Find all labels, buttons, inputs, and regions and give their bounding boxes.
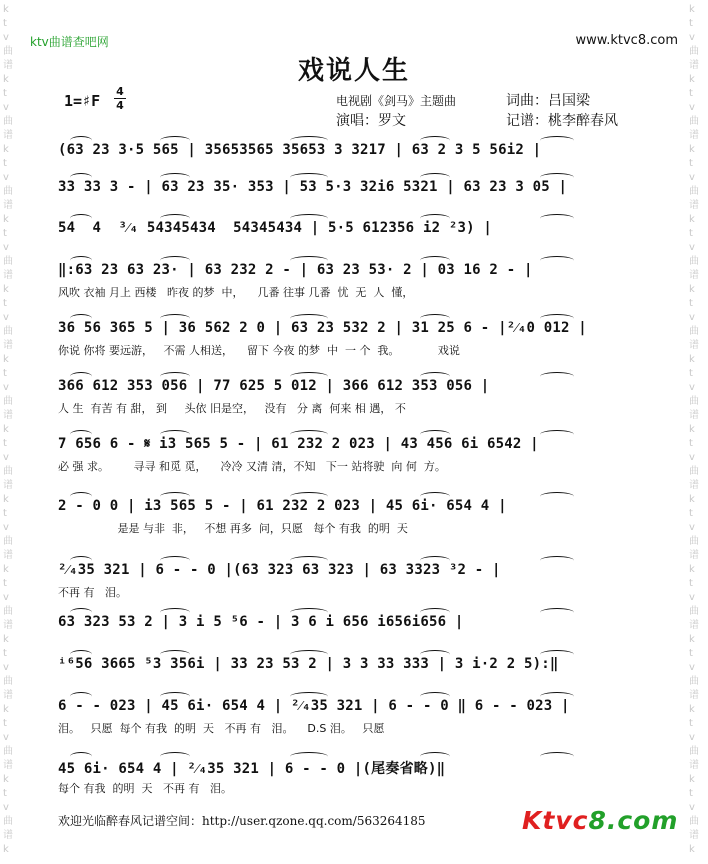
slur-mark [160, 214, 190, 223]
watermark-glyph: t [3, 508, 7, 519]
slur-mark [70, 752, 92, 761]
watermark-glyph: k [689, 424, 695, 435]
watermark-glyph: t [689, 368, 693, 379]
slur-mark [160, 136, 190, 145]
slur-mark [70, 372, 92, 381]
watermark-glyph: k [3, 214, 9, 225]
slur-mark [290, 556, 328, 565]
slur-mark [540, 556, 574, 565]
slur-mark [420, 136, 450, 145]
watermark-glyph: 曲 [689, 116, 699, 127]
watermark-glyph: v [3, 452, 9, 463]
watermark-glyph: 谱 [3, 130, 13, 141]
watermark-glyph: k [3, 634, 9, 645]
notation-line: 6 - - 023 | 45 6i· 654 4 | ²⁄₄35 321 | 6 - - 0 ‖ 6 - - 023 | [58, 698, 570, 714]
left-watermark-strip [0, 0, 22, 864]
slur-mark [540, 372, 574, 381]
watermark-glyph: 曲 [3, 676, 13, 687]
watermark-glyph: k [689, 634, 695, 645]
site-name-left: ktv曲谱查吧网 [30, 35, 109, 49]
slur-mark [540, 492, 574, 501]
watermark-glyph: k [689, 144, 695, 155]
watermark-glyph: k [3, 354, 9, 365]
notation-line: ²⁄₄35 321 | 6 - - 0 |(63 323 63 323 | 63 3323 ³2 - | [58, 562, 501, 578]
watermark-glyph: t [3, 228, 7, 239]
watermark-glyph: t [3, 298, 7, 309]
slur-mark [160, 492, 190, 501]
slur-mark [290, 492, 328, 501]
slur-mark [160, 430, 190, 439]
watermark-glyph: t [689, 718, 693, 729]
watermark-glyph: k [689, 704, 695, 715]
watermark-glyph: 谱 [689, 130, 699, 141]
watermark-glyph: 曲 [3, 396, 13, 407]
slur-mark [420, 430, 450, 439]
watermark-glyph: 曲 [689, 466, 699, 477]
lyric-line: 你说 你将 要远游， 不需 人相送， 留下 今夜 的梦 中 一 个 我。 戏说 [58, 344, 460, 357]
time-signature-top: 4 [116, 85, 124, 98]
watermark-glyph: t [3, 648, 7, 659]
notation-line: 366 612 353 056 | 77 625 5 012 | 366 612 353 056 | [58, 378, 490, 394]
watermark-glyph: 谱 [689, 830, 699, 841]
subtitle: 电视剧《剑马》主题曲 [336, 94, 457, 108]
watermark-glyph: v [689, 452, 695, 463]
watermark-glyph: v [689, 522, 695, 533]
watermark-glyph: 谱 [3, 410, 13, 421]
slur-mark [160, 608, 190, 617]
watermark-glyph: t [3, 438, 7, 449]
watermark-glyph: 曲 [3, 256, 13, 267]
ktvc8-logo [522, 806, 678, 835]
slur-mark [420, 173, 450, 182]
slur-mark [290, 692, 328, 701]
watermark-glyph: 曲 [689, 186, 699, 197]
watermark-glyph: 谱 [3, 690, 13, 701]
slur-mark [160, 650, 190, 659]
slur-mark [70, 173, 92, 182]
watermark-glyph: k [689, 564, 695, 575]
slur-mark [70, 608, 92, 617]
watermark-glyph: 曲 [3, 46, 13, 57]
watermark-glyph: k [689, 284, 695, 295]
watermark-glyph: 谱 [3, 760, 13, 771]
watermark-glyph: t [689, 158, 693, 169]
slur-mark [160, 556, 190, 565]
watermark-glyph: k [3, 564, 9, 575]
slur-mark [290, 752, 328, 761]
watermark-glyph: k [3, 424, 9, 435]
watermark-glyph: 谱 [3, 270, 13, 281]
slur-mark [290, 314, 328, 323]
lyricist-credit: 词曲：吕国梁 [506, 93, 590, 109]
notation-line: 36 56 365 5 | 36 562 2 0 | 63 23 532 2 | 31 25 6 - |²⁄₄0 012 | [58, 320, 587, 336]
slur-mark [420, 492, 450, 501]
watermark-glyph: 曲 [3, 326, 13, 337]
slur-mark [70, 492, 92, 501]
slur-mark [420, 256, 450, 265]
slur-mark [290, 430, 328, 439]
watermark-glyph: 谱 [3, 200, 13, 211]
slur-mark [70, 650, 92, 659]
watermark-glyph: t [3, 88, 7, 99]
slur-mark [420, 314, 450, 323]
watermark-glyph: v [3, 32, 9, 43]
transcriber-credit: 记谱：桃李醉春风 [506, 113, 618, 129]
slur-mark [290, 136, 328, 145]
watermark-glyph: v [689, 312, 695, 323]
slur-mark [290, 372, 328, 381]
slur-mark [70, 556, 92, 565]
watermark-glyph: 曲 [689, 326, 699, 337]
slur-mark [540, 430, 574, 439]
watermark-glyph: t [3, 578, 7, 589]
watermark-glyph: t [3, 718, 7, 729]
logo-part-2: 8.com [588, 806, 679, 835]
watermark-glyph: v [3, 802, 9, 813]
slur-mark [70, 430, 92, 439]
watermark-glyph: 谱 [689, 270, 699, 281]
watermark-glyph: v [3, 592, 9, 603]
watermark-glyph: 曲 [3, 116, 13, 127]
watermark-glyph: t [689, 788, 693, 799]
watermark-glyph: 谱 [689, 60, 699, 71]
right-watermark-strip [686, 0, 708, 864]
watermark-glyph: 谱 [689, 340, 699, 351]
site-url-right: www.ktvc8.com [575, 33, 678, 48]
watermark-glyph: t [689, 18, 693, 29]
watermark-glyph: 曲 [689, 816, 699, 827]
slur-mark [160, 752, 190, 761]
slur-mark [540, 214, 574, 223]
lyric-line: 人 生 有苦 有 甜， 到 头依 旧是空， 没有 分 离 何来 相 遇， 不 [58, 402, 406, 415]
slur-mark [540, 256, 574, 265]
slur-mark [160, 256, 190, 265]
watermark-glyph: 曲 [689, 396, 699, 407]
watermark-glyph: k [3, 774, 9, 785]
watermark-glyph: 谱 [689, 410, 699, 421]
watermark-glyph: 曲 [3, 606, 13, 617]
watermark-glyph: v [689, 32, 695, 43]
lyric-line: 泪。 只愿 每个 有我 的明 天 不再 有 泪。 D.S 泪。 只愿 [58, 722, 385, 735]
watermark-glyph: 谱 [3, 620, 13, 631]
footer-note: 欢迎光临醉春风记谱空间：http://user.qzone.qq.com/563264185 [58, 814, 426, 828]
watermark-glyph: v [689, 592, 695, 603]
lyric-line: 不再 有 泪。 [58, 586, 127, 599]
watermark-glyph: 曲 [689, 746, 699, 757]
slur-mark [70, 692, 92, 701]
lyric-line: 每个 有我 的明 天 不再 有 泪。 [58, 782, 232, 795]
slur-mark [290, 650, 328, 659]
lyric-line: 必 强 求。 寻寻 和觅 觅， 冷冷 又清 清，不知 下一 站将驶 向 何 方。 [58, 460, 446, 473]
watermark-glyph: 谱 [689, 760, 699, 771]
watermark-glyph: 谱 [3, 480, 13, 491]
watermark-glyph: v [3, 662, 9, 673]
slur-mark [540, 314, 574, 323]
watermark-glyph: t [689, 438, 693, 449]
slur-mark [420, 214, 450, 223]
watermark-glyph: v [689, 732, 695, 743]
notation-line: 45 6i· 654 4 | ²⁄₄35 321 | 6 - - 0 |(尾奏省略)‖ [58, 761, 446, 777]
watermark-glyph: k [3, 844, 9, 855]
watermark-glyph: v [3, 102, 9, 113]
watermark-glyph: 谱 [689, 620, 699, 631]
slur-mark [540, 608, 574, 617]
watermark-glyph: v [3, 732, 9, 743]
slur-mark [290, 608, 328, 617]
watermark-glyph: v [689, 172, 695, 183]
slur-mark [540, 752, 574, 761]
watermark-glyph: k [689, 774, 695, 785]
watermark-glyph: 曲 [689, 676, 699, 687]
watermark-glyph: v [3, 312, 9, 323]
watermark-glyph: k [3, 4, 9, 15]
notation-line: ‖:63 23 63 23· | 63 232 2 - | 63 23 53· 2 | 03 16 2 - | [58, 262, 533, 278]
notation-line: (63 23 3·5 565 | 35653565 35653 3 3217 | 63 2 3 5 56i2 | [58, 142, 542, 158]
slur-mark [290, 173, 328, 182]
slur-mark [420, 692, 450, 701]
watermark-glyph: v [3, 172, 9, 183]
watermark-glyph: t [689, 88, 693, 99]
watermark-glyph: k [689, 844, 695, 855]
slur-mark [70, 136, 92, 145]
slur-mark [160, 314, 190, 323]
slur-mark [540, 692, 574, 701]
notation-line: 7 656 6 - 𝄋 i3 565 5 - | 61 232 2 023 | 43 456 6i 6542 | [58, 436, 539, 452]
watermark-glyph: k [689, 214, 695, 225]
slur-mark [540, 173, 574, 182]
watermark-glyph: 曲 [3, 186, 13, 197]
watermark-glyph: 曲 [689, 606, 699, 617]
watermark-glyph: k [3, 284, 9, 295]
slur-mark [420, 608, 450, 617]
slur-mark [540, 136, 574, 145]
watermark-glyph: k [689, 494, 695, 505]
slur-mark [420, 752, 450, 761]
slur-mark [70, 314, 92, 323]
watermark-glyph: 曲 [3, 816, 13, 827]
slur-mark [420, 556, 450, 565]
time-signature-bottom: 4 [116, 99, 124, 112]
watermark-glyph: v [689, 102, 695, 113]
song-title: 戏说人生 [297, 56, 410, 86]
watermark-glyph: t [689, 508, 693, 519]
watermark-glyph: v [689, 662, 695, 673]
watermark-glyph: k [689, 74, 695, 85]
watermark-glyph: k [689, 354, 695, 365]
lyric-line: 风吹 衣袖 月上 西楼 昨夜 的梦 中， 几番 往事 几番 忧 无 人 懂， [58, 286, 414, 299]
watermark-glyph: t [689, 298, 693, 309]
watermark-glyph: 曲 [3, 536, 13, 547]
watermark-glyph: v [3, 382, 9, 393]
watermark-glyph: t [689, 578, 693, 589]
watermark-glyph: t [689, 648, 693, 659]
slur-mark [160, 173, 190, 182]
slur-mark [70, 256, 92, 265]
watermark-glyph: k [3, 74, 9, 85]
watermark-glyph: v [3, 242, 9, 253]
watermark-glyph: k [689, 4, 695, 15]
watermark-glyph: v [689, 382, 695, 393]
watermark-glyph: v [689, 802, 695, 813]
watermark-glyph: 谱 [3, 830, 13, 841]
time-signature [114, 86, 126, 111]
notation-line: 54 4 ³⁄₄ 54345434 54345434 | 5·5 612356 i2 ²3) | [58, 220, 492, 236]
watermark-glyph: 谱 [689, 480, 699, 491]
watermark-glyph: 曲 [689, 256, 699, 267]
watermark-glyph: k [3, 144, 9, 155]
watermark-glyph: 曲 [689, 46, 699, 57]
slur-mark [160, 372, 190, 381]
notation-line: 63 323 53 2 | 3 i 5 ⁵6 - | 3 6 i 656 i656i656 | [58, 614, 464, 630]
notation-line: ⁱ⁶56 3665 ⁵3 356i | 33 23 53 2 | 3 3 33 333 | 3 i·2 2 5):‖ [58, 656, 559, 672]
watermark-glyph: t [3, 368, 7, 379]
key-signature: 1=♯F [64, 92, 101, 110]
singer-credit: 演唱：罗文 [336, 113, 406, 129]
notation-line: 2 - 0 0 | i3 565 5 - | 61 232 2 023 | 45 6i· 654 4 | [58, 498, 507, 514]
slur-mark [160, 692, 190, 701]
watermark-glyph: k [3, 704, 9, 715]
notation-line: 33 33 3 - | 63 23 35· 353 | 53 5·3 32i6 5321 | 63 23 3 05 | [58, 179, 568, 195]
watermark-glyph: t [3, 18, 7, 29]
watermark-glyph: t [3, 158, 7, 169]
lyric-line: 是是 与非 非， 不想 再多 问，只愿 每个 有我 的明 天 [58, 522, 408, 535]
watermark-glyph: 谱 [3, 60, 13, 71]
watermark-glyph: 谱 [689, 690, 699, 701]
slur-mark [540, 650, 574, 659]
slur-mark [290, 256, 328, 265]
slur-mark [290, 214, 328, 223]
watermark-glyph: t [3, 788, 7, 799]
watermark-glyph: 谱 [3, 550, 13, 561]
watermark-glyph: v [3, 522, 9, 533]
logo-part-1: Ktvc [522, 806, 589, 835]
watermark-glyph: 谱 [689, 200, 699, 211]
watermark-glyph: 谱 [689, 550, 699, 561]
slur-mark [420, 372, 450, 381]
watermark-glyph: t [689, 228, 693, 239]
slur-mark [420, 650, 450, 659]
watermark-glyph: k [3, 494, 9, 505]
watermark-glyph: 曲 [3, 746, 13, 757]
watermark-glyph: 曲 [3, 466, 13, 477]
watermark-glyph: 曲 [689, 536, 699, 547]
watermark-glyph: v [689, 242, 695, 253]
watermark-glyph: 谱 [3, 340, 13, 351]
slur-mark [70, 214, 92, 223]
